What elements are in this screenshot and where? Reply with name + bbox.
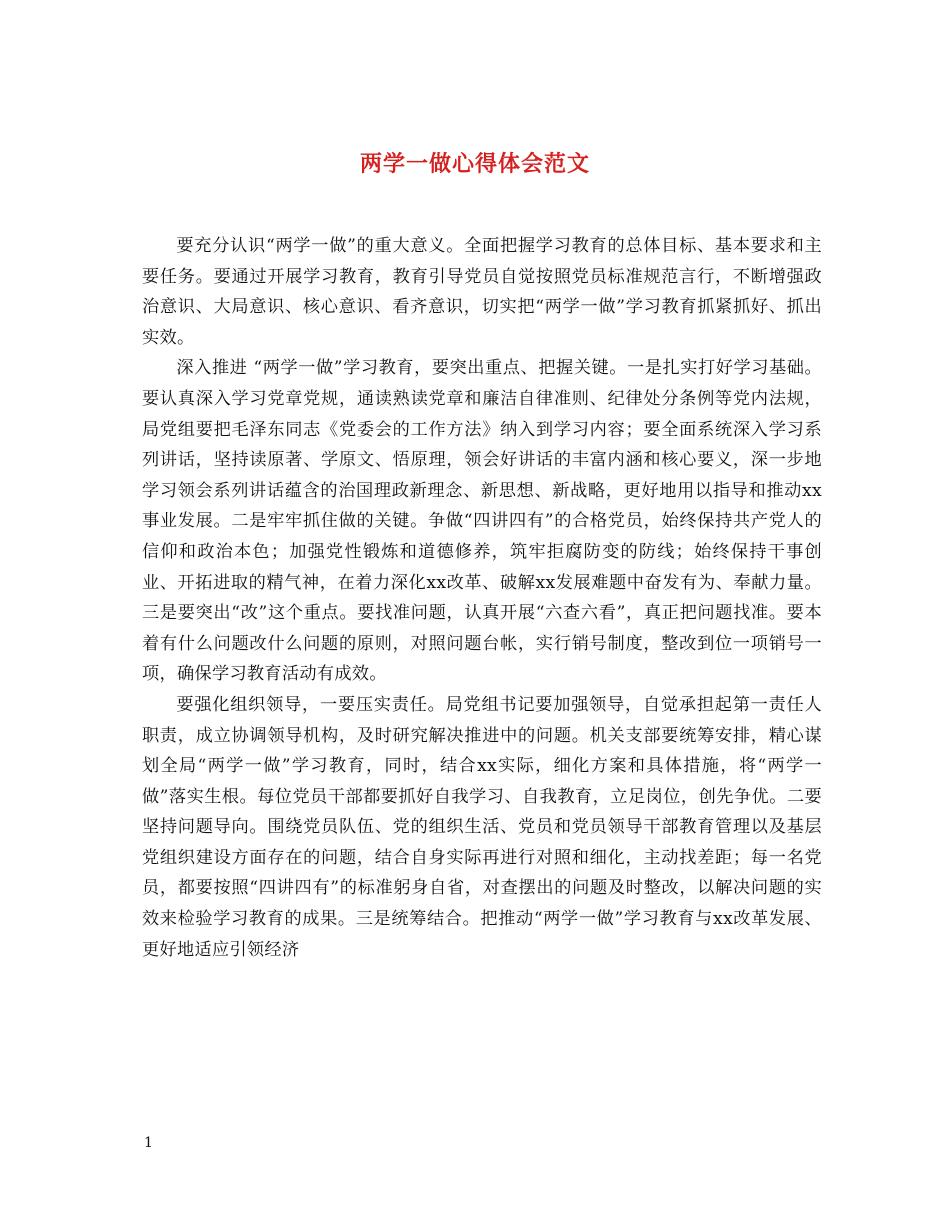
- paragraph-3: 要强化组织领导，一要压实责任。局党组书记要加强领导，自觉承担起第一责任人职责，成立协调领导机构，及时研究解决推进中的问题。机关支部要统筹安排，精心谋划全局“两学一做”学习教育，同时，结合xx实际，细化方案和具体措施，将“两学一做”落实生根。每位党员干部都要抓好自我学习、自我教育，立足岗位，创先争优。二要坚持问题导向。围绕党员队伍、党的组织生活、党员和党员领导干部教育管理以及基层党组织建设方面存在的问题，结合自身实际再进行对照和细化，主动找差距；每一名党员，都要按照“四讲四有”的标准躬身自省，对查摆出的问题及时整改，以解决问题的实效来检验学习教育的成果。三是统筹结合。把推动“两学一做”学习教育与xx改革发展、更好地适应引领经济: [142, 694, 822, 960]
- document-body: [142, 231, 822, 965]
- paragraph-1: 要充分认识“两学一做”的重大意义。全面把握学习教育的总体目标、基本要求和主要任务。要通过开展学习教育，教育引导党员自觉按照党员标准规范言行，不断增强政治意识、大局意识、核心意识、看齐意识，切实把“两学一做”学习教育抓紧抓好、抓出实效。: [142, 236, 822, 348]
- document-title: 两学一做心得体会范文: [359, 150, 590, 177]
- page-number: 1: [144, 1135, 153, 1151]
- paragraph-2: 深入推进 “两学一做”学习教育，要突出重点、把握关键。一是扎实打好学习基础。要认真深入学习党章党规，通读熟读党章和廉洁自律准则、纪律处分条例等党内法规，局党组要把毛泽东同志《党委会的工作方法》纳入到学习内容；要全面系统深入学习系列讲话，坚持读原著、学原文、悟原理，领会好讲话的丰富内涵和核心要义，深一步地学习领会系列讲话蕴含的治国理政新理念、新思想、新战略，更好地用以指导和推动xx事业发展。二是牢牢抓住做的关键。争做“四讲四有”的合格党员，始终保持共产党人的信仰和政治本色；加强党性锻炼和道德修养，筑牢拒腐防变的防线；始终保持干事创业、开拓进取的精气神，在着力深化xx改革、破解xx发展难题中奋发有为、奉献力量。三是要突出“改”这个重点。要找准问题，认真开展“六查六看”，真正把问题找准。要本着有什么问题改什么问题的原则，对照问题台帐，实行销号制度，整改到位一项销号一项，确保学习教育活动有成效。: [142, 358, 822, 685]
